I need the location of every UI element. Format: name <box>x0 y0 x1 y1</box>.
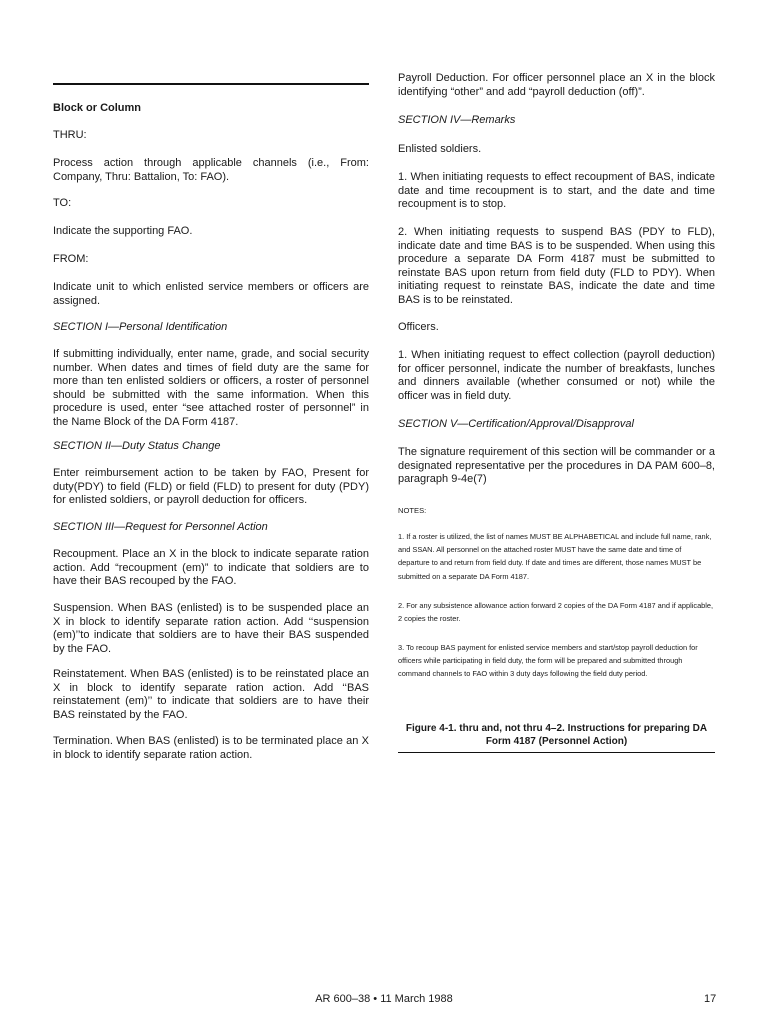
to-label: TO: <box>53 197 72 209</box>
reinstatement-text: Reinstatement. When BAS (enlisted) is to be reinstated place an X in block to identify separate ration action. Add ‘‘BAS reinstatement (em)’’ to indicate that soldiers are to have their BAS reinstated by the FAO. <box>53 668 369 721</box>
from-text: Indicate unit to which enlisted service members or officers are assigned. <box>53 281 369 307</box>
section-1-title: SECTION I—Personal Identification <box>53 321 228 333</box>
section-5-text: The signature requirement of this section will be commander or a designated representative per the procedures in DA PAM 600–8, paragraph 9-4e(7) <box>398 446 715 486</box>
officers-label: Officers. <box>398 321 439 333</box>
thru-text: Process action through applicable channels (i.e., From: Company, Thru: Battalion, To: FAO). <box>53 157 369 183</box>
from-label: FROM: <box>53 253 89 265</box>
to-text: Indicate the supporting FAO. <box>53 225 193 237</box>
officers-item-1: 1. When initiating request to effect collection (payroll deduction) for officer personnel, indicate the number of breakfasts, lunches and dinners available (whether consumed or not) while the officer was in field duty. <box>398 349 715 402</box>
section-2-title: SECTION II—Duty Status Change <box>53 440 221 452</box>
figure-caption: Figure 4-1. thru and, not thru 4–2. Instructions for preparing DA Form 4187 (Personnel Action) <box>405 723 708 748</box>
thru-label: THRU: <box>53 129 87 141</box>
note-2: 2. For any subsistence allowance action forward 2 copies of the DA Form 4187 and if applicable, 2 copies the roster. <box>398 601 714 624</box>
section-4-title: SECTION IV—Remarks <box>398 114 516 126</box>
block-or-column-heading: Block or Column <box>53 102 142 114</box>
recoupment-text: Recoupment. Place an X in the block to indicate separate ration action. Add “recoupment (em)” to indicate that soldiers are to have their BAS recouped by the FAO. <box>53 548 369 588</box>
termination-text: Termination. When BAS (enlisted) is to be terminated place an X in block to identify separate ration action. <box>53 735 369 761</box>
payroll-deduction-text: Payroll Deduction. For officer personnel place an X in the block identifying “other” and add “payroll deduction (off)”. <box>398 72 715 98</box>
top-rule <box>53 83 369 85</box>
note-3: 3. To recoup BAS payment for enlisted service members and start/stop payroll deduction for officers while participating in field duty, the form will be prepared and submitted through command channels to FAO within 3 duty days following the field duty period. <box>398 643 698 679</box>
footer-publication: AR 600–38 • 11 March 1988 <box>315 993 453 1005</box>
enlisted-soldiers-label: Enlisted soldiers. <box>398 143 482 155</box>
section-1-text: If submitting individually, enter name, grade, and social security number. When dates and times of field duty are the same for more than ten enlisted soldiers or officers, a roster of personnel should be submitted with the same information. When this procedure is used, enter “see attached roster of personnel” in the Name Block of the DA Form 4187. <box>53 348 369 428</box>
section-3-title: SECTION III—Request for Personnel Action <box>53 521 268 533</box>
enlisted-item-1: 1. When initiating requests to effect recoupment of BAS, indicate date and time recoupment is to start, and the date and time recoupment is to stop. <box>398 171 715 211</box>
section-5-title: SECTION V—Certification/Approval/Disapproval <box>398 418 634 430</box>
notes-label: NOTES: <box>398 506 427 515</box>
note-1: 1. If a roster is utilized, the list of names MUST BE ALPHABETICAL and include full name, rank, and SSAN. All personnel on the attached roster MUST have the same date and time of departure to and return from field duty. If date and times are different, those names MUST be submitted on a separate DA Form 4187. <box>398 532 712 581</box>
page-number: 17 <box>704 993 717 1005</box>
suspension-text: Suspension. When BAS (enlisted) is to be suspended place an X in block to identify separate ration action. Add ‘‘suspension (em)’’to indicate that soldiers are to have their BAS suspended by the FAO. <box>53 602 369 655</box>
enlisted-item-2: 2. When initiating requests to suspend BAS (PDY to FLD), indicate date and time BAS is to be suspended. When using this procedure a separate DA Form 4187 must be submitted to reinstate BAS upon return from field duty (FLD to PDY). When initiating request to reinstate BAS, indicate the date and time BAS is to be reinstated. <box>398 226 715 306</box>
section-2-text: Enter reimbursement action to be taken by FAO, Present for duty(PDY) to field (FLD) or field (FLD) to present for duty (PDY) for enlisted soldiers, or payroll deduction for officers. <box>53 467 369 507</box>
caption-rule <box>398 752 715 753</box>
